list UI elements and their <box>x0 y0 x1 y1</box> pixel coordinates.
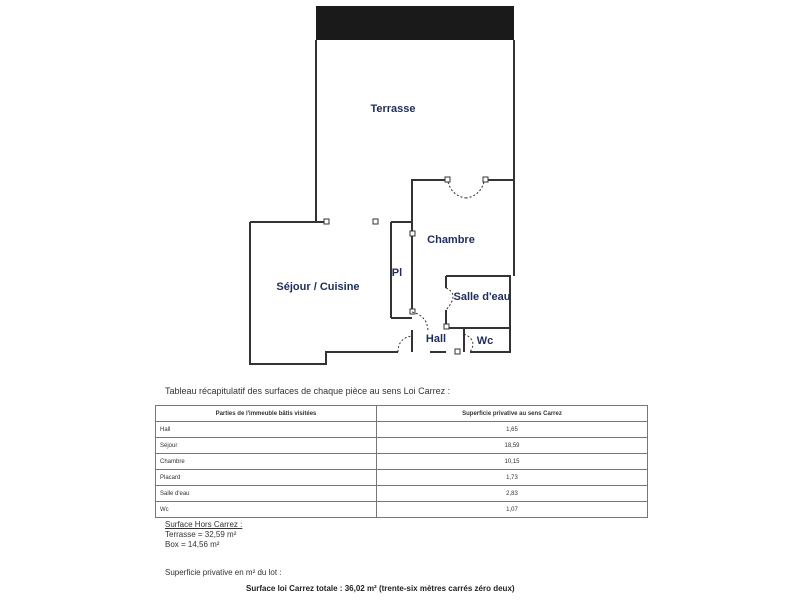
table-header-row <box>156 406 648 422</box>
room-label-wc: Wc <box>476 335 494 347</box>
row-room: Séjour <box>156 438 377 454</box>
table-caption: Tableau récapitulatif des surfaces de chaque pièce au sens Loi Carrez : <box>165 386 451 396</box>
room-label-terrasse: Terrasse <box>370 103 416 115</box>
room-label-hall: Hall <box>425 333 447 345</box>
row-room: Chambre <box>156 454 377 470</box>
room-label-salle-eau: Salle d'eau <box>453 291 511 303</box>
row-room: Salle d'eau <box>156 486 377 502</box>
walls <box>250 40 514 364</box>
room-label-placard: Pl <box>391 267 403 279</box>
row-area: 2,83 <box>377 486 648 502</box>
table-row <box>156 422 648 438</box>
row-room: Wc <box>156 502 377 518</box>
hors-carrez-line: Box = 14,56 m² <box>165 540 220 549</box>
row-room: Hall <box>156 422 377 438</box>
row-area: 1,65 <box>377 422 648 438</box>
table-row <box>156 486 648 502</box>
row-area: 1,07 <box>377 502 648 518</box>
room-label-sejour: Séjour / Cuisine <box>276 281 360 293</box>
door-swings <box>398 182 484 352</box>
table-row <box>156 438 648 454</box>
table-row <box>156 502 648 518</box>
header-rooms: Parties de l'immeuble bâtis visitées <box>156 406 377 422</box>
header-area: Superficie privative au sens Carrez <box>377 406 648 422</box>
terrace-railing <box>316 6 514 40</box>
row-area: 10,15 <box>377 454 648 470</box>
surface-table <box>155 405 648 518</box>
room-label-chambre: Chambre <box>427 234 475 246</box>
privative-label: Superficie privative en m² du lot : <box>165 568 282 577</box>
row-room: Placard <box>156 470 377 486</box>
table-row <box>156 454 648 470</box>
hors-carrez-block <box>165 520 242 550</box>
row-area: 1,73 <box>377 470 648 486</box>
row-area: 18,59 <box>377 438 648 454</box>
hors-carrez-title: Surface Hors Carrez : <box>165 520 243 529</box>
hors-carrez-line: Terrasse = 32,59 m² <box>165 530 237 539</box>
table-row <box>156 470 648 486</box>
carrez-total: Surface loi Carrez totale : 36,02 m² (trente-six mètres carrés zéro deux) <box>246 584 515 593</box>
